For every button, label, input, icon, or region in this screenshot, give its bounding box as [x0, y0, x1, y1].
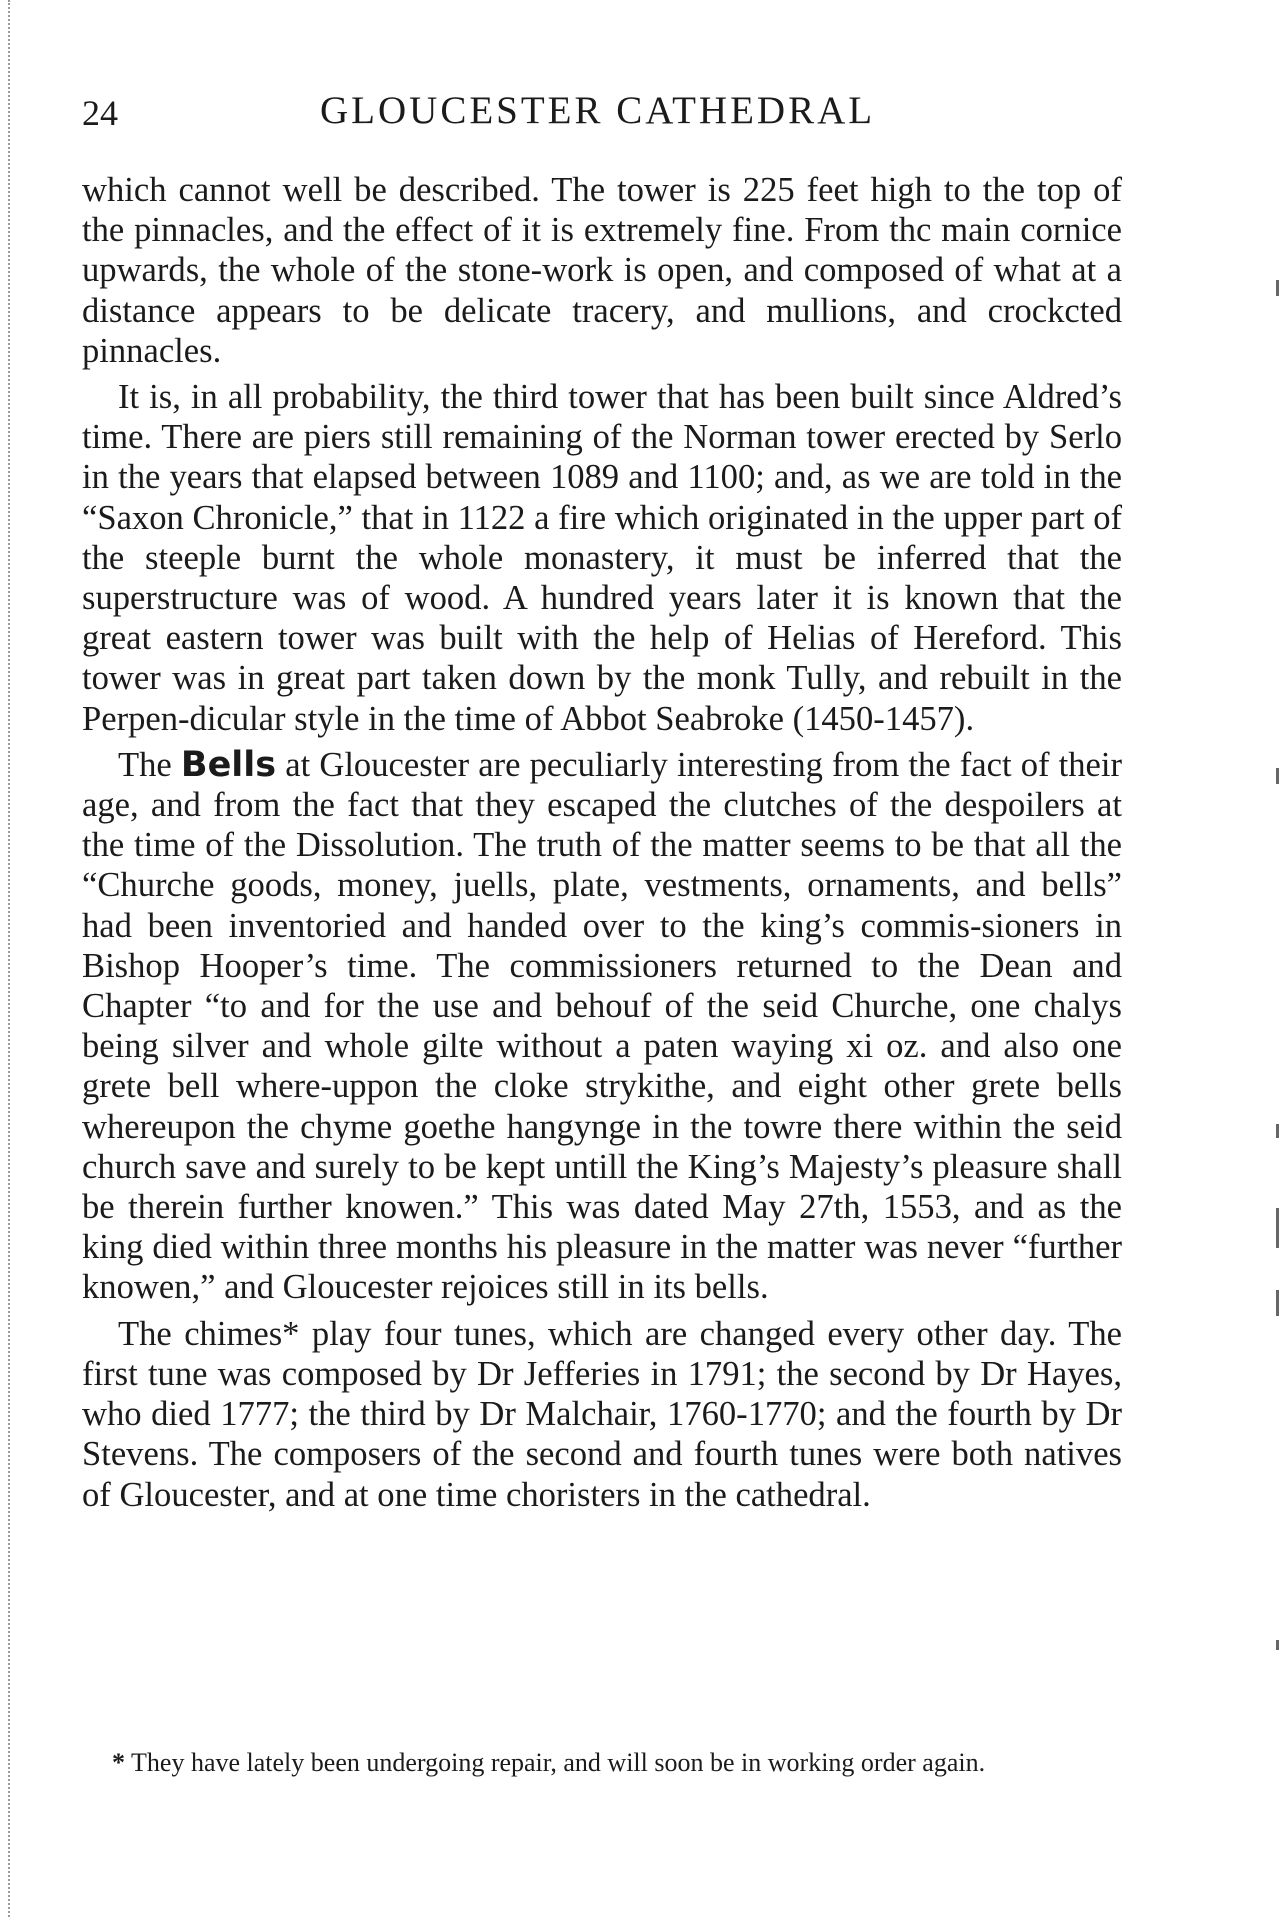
running-title: GLOUCESTER CATHEDRAL — [320, 89, 876, 132]
paragraph-2: It is, in all probability, the third tower that has been built since Aldred’s time. There are piers still remaining of the Norman tower erected by Serlo in the years that elapsed between 1089 and 1100; and, as we are told in the “Saxon Chronicle,” that in 1122 a fire which originated in the upper part of the steeple burnt the whole monastery, it must be inferred that the superstructure was of wood. A hundred years later it is known that the great eastern tower was built with the help of Helias of Hereford. This tower was in great part taken down by the monk Tully, and rebuilt in the Perpen-dicular style in the time of Abbot Seabroke (1450-1457). — [82, 378, 1122, 738]
scan-mark — [1276, 1290, 1279, 1316]
paragraph-3 — [82, 745, 1122, 1308]
paragraph-1: which cannot well be described. The tower is 225 feet high to the top of the pinnacles, and the effect of it is extremely fine. From thc main cornice upwards, the whole of the stone-work is open, and composed of what at a distance appears to be delicate tracery, and mullions, and crockcted pinnacles. — [82, 171, 1122, 370]
scan-mark — [1276, 280, 1279, 296]
page-header — [82, 88, 1122, 138]
footnote-marker: * — [112, 1748, 125, 1777]
footnote-reference[interactable]: * — [282, 1314, 300, 1353]
paragraph-4 — [82, 1314, 1122, 1515]
bells-heading-word: Bells — [180, 744, 277, 785]
footnote-text: They have lately been undergoing repair, and will soon be in working order again. — [125, 1748, 986, 1777]
scan-mark — [1276, 1124, 1279, 1138]
paragraph-3-lead: The — [118, 745, 181, 784]
footnote — [82, 1748, 1112, 1778]
body-text — [82, 170, 1122, 1521]
page-edge — [8, 0, 12, 1917]
scan-mark — [1276, 1640, 1279, 1650]
scan-mark — [1276, 1208, 1279, 1248]
paragraph-4-lead: The chimes — [118, 1314, 283, 1353]
page-number: 24 — [82, 93, 118, 133]
scan-mark — [1276, 768, 1279, 784]
paragraph-3-text: at Gloucester are peculiarly interesting from the fact of their age, and from the fact that they escaped the clutches of the despoilers at the time of the Dissolution. The truth of the matter seems to be that all the “Churche goods, money, juells, plate, vestments, ornaments, and bells” had been inventoried and handed over to the king’s commis-sioners in Bishop Hooper’s time. The commissioners returned to the Dean and Chapter “to and for the use and behouf of the seid Churche, one chalys being silver and whole gilte without a paten waying xi oz. and also one grete bell where-uppon the cloke strykithe, and eight other grete bells whereupon the chyme goethe hangynge in the towre there within the seid church save and surely to be kept untill the King’s Majesty’s pleasure shall be therein further knowen.” This was dated May 27th, 1553, and as the king died within three months his pleasure in the matter was never “further knowen,” and Gloucester rejoices still in its bells. — [82, 745, 1122, 1307]
paragraph-4-text: play four tunes, which are changed every other day. The first tune was composed by Dr Jefferies in 1791; the second by Dr Hayes, who died 1777; the third by Dr Malchair, 1760-1770; and the fourth by Dr Stevens. The composers of the second and fourth tunes were both natives of Gloucester, and at one time choristers in the cathedral. — [82, 1314, 1122, 1514]
